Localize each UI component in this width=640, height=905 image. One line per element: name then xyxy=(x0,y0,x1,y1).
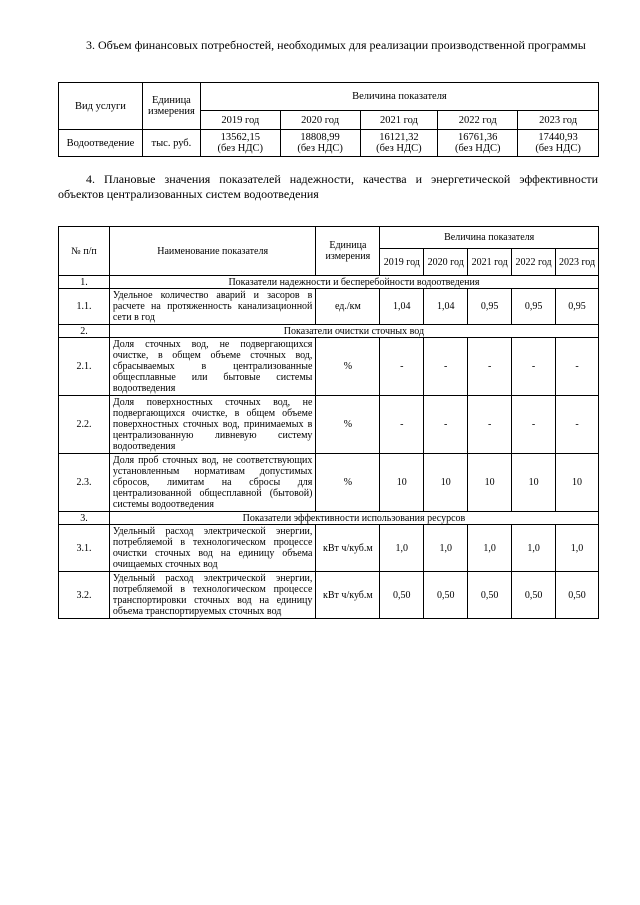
value-cell: 1,0 xyxy=(512,525,556,572)
unit-cell: кВт ч/куб.м xyxy=(316,572,380,619)
unit-cell: ед./км xyxy=(316,289,380,325)
value-cell: 16761,36 (без НДС) xyxy=(438,130,518,157)
value-cell: 10 xyxy=(556,454,599,512)
value-cell: 1,0 xyxy=(556,525,599,572)
unit-cell: тыс. руб. xyxy=(142,130,200,157)
table-row xyxy=(59,396,599,454)
value-cell: - xyxy=(468,338,512,396)
value-cell: 0,50 xyxy=(556,572,599,619)
value-cell: - xyxy=(556,396,599,454)
indicator-name: Доля сточных вод, не подвергающихся очистке, в общем объеме сточных вод, сбрасываемых в централизованные общесплавные или бытовые системы водоотведения xyxy=(109,338,316,396)
indicator-name: Доля проб сточных вод, не соответствующих установленным нормативам допустимых сбросов, лимитам на сбросы для централизованной общесплавной (бытовой) системы водоотведения xyxy=(109,454,316,512)
value-cell: 1,04 xyxy=(380,289,424,325)
row-number: 3.2. xyxy=(59,572,110,619)
value-cell: - xyxy=(512,396,556,454)
value-cell: 16121,32 (без НДС) xyxy=(360,130,438,157)
value-cell: 0,95 xyxy=(556,289,599,325)
section-title: Показатели эффективности использования ресурсов xyxy=(109,512,598,525)
indicators-table xyxy=(58,226,599,619)
value-cell: 0,95 xyxy=(468,289,512,325)
value-cell: 0,50 xyxy=(468,572,512,619)
row-number: 3.1. xyxy=(59,525,110,572)
value-cell: - xyxy=(424,396,468,454)
value-cell: - xyxy=(380,338,424,396)
value-cell: - xyxy=(380,396,424,454)
section-row xyxy=(59,325,599,338)
year-header: 2019 год xyxy=(380,249,424,276)
value-cell: - xyxy=(556,338,599,396)
year-header: 2021 год xyxy=(468,249,512,276)
table-row xyxy=(59,130,599,157)
row-number: 2. xyxy=(59,325,110,338)
table-row xyxy=(59,572,599,619)
year-header: 2020 год xyxy=(280,111,360,130)
section4-heading: 4. Плановые значения показателей надежности, качества и энергетической эффективности объектов централизованных систем водоотведения xyxy=(58,172,598,201)
table-row xyxy=(59,289,599,325)
value-cell: 18808,99 (без НДС) xyxy=(280,130,360,157)
value-cell: 1,04 xyxy=(424,289,468,325)
col-service-header: Вид услуги xyxy=(59,83,143,130)
row-number: 2.2. xyxy=(59,396,110,454)
row-number: 2.3. xyxy=(59,454,110,512)
value-cell: - xyxy=(512,338,556,396)
indicator-name: Удельное количество аварий и засоров в расчете на протяженность канализационной сети в год xyxy=(109,289,316,325)
value-cell: 1,0 xyxy=(380,525,424,572)
financial-needs-table xyxy=(58,82,599,157)
year-header: 2019 год xyxy=(200,111,280,130)
year-header: 2020 год xyxy=(424,249,468,276)
value-cell: 10 xyxy=(468,454,512,512)
value-cell: 13562,15 (без НДС) xyxy=(200,130,280,157)
year-header: 2022 год xyxy=(512,249,556,276)
section3-heading: 3. Объем финансовых потребностей, необходимых для реализации производственной программы xyxy=(86,38,586,52)
value-cell: - xyxy=(468,396,512,454)
value-cell: - xyxy=(424,338,468,396)
unit-cell: % xyxy=(316,454,380,512)
row-number: 3. xyxy=(59,512,110,525)
section-row xyxy=(59,512,599,525)
col-unit-header: Единица измерения xyxy=(316,227,380,276)
indicator-name: Удельный расход электрической энергии, потребляемой в технологическом процессе очистки сточных вод на единицу объема очищаемых сточных вод xyxy=(109,525,316,572)
service-cell: Водоотведение xyxy=(59,130,143,157)
year-header: 2023 год xyxy=(518,111,599,130)
col-name-header: Наименование показателя xyxy=(109,227,316,276)
value-cell: 0,50 xyxy=(380,572,424,619)
col-value-header: Величина показателя xyxy=(200,83,598,111)
value-cell: 10 xyxy=(380,454,424,512)
col-unit-header: Единица измерения xyxy=(142,83,200,130)
col-value-header: Величина показателя xyxy=(380,227,599,249)
unit-cell: % xyxy=(316,338,380,396)
value-cell: 1,0 xyxy=(468,525,512,572)
row-number: 1. xyxy=(59,276,110,289)
value-cell: 0,50 xyxy=(424,572,468,619)
table-row xyxy=(59,454,599,512)
section-row xyxy=(59,276,599,289)
col-num-header: № п/п xyxy=(59,227,110,276)
unit-cell: % xyxy=(316,396,380,454)
indicator-name: Удельный расход электрической энергии, потребляемой в технологическом процессе транспортировки сточных вод на единицу объема транспортируемых сточных вод xyxy=(109,572,316,619)
table-row xyxy=(59,338,599,396)
year-header: 2021 год xyxy=(360,111,438,130)
indicator-name: Доля поверхностных сточных вод, не подвергающихся очистке, в общем объеме поверхностных сточных вод, принимаемых в централизованную ливневую систему водоотведения xyxy=(109,396,316,454)
value-cell: 17440,93 (без НДС) xyxy=(518,130,599,157)
value-cell: 0,50 xyxy=(512,572,556,619)
row-number: 2.1. xyxy=(59,338,110,396)
row-number: 1.1. xyxy=(59,289,110,325)
unit-cell: кВт ч/куб.м xyxy=(316,525,380,572)
table-row xyxy=(59,525,599,572)
section-title: Показатели надежности и бесперебойности водоотведения xyxy=(109,276,598,289)
value-cell: 10 xyxy=(512,454,556,512)
value-cell: 0,95 xyxy=(512,289,556,325)
year-header: 2022 год xyxy=(438,111,518,130)
year-header: 2023 год xyxy=(556,249,599,276)
value-cell: 1,0 xyxy=(424,525,468,572)
section-title: Показатели очистки сточных вод xyxy=(109,325,598,338)
value-cell: 10 xyxy=(424,454,468,512)
